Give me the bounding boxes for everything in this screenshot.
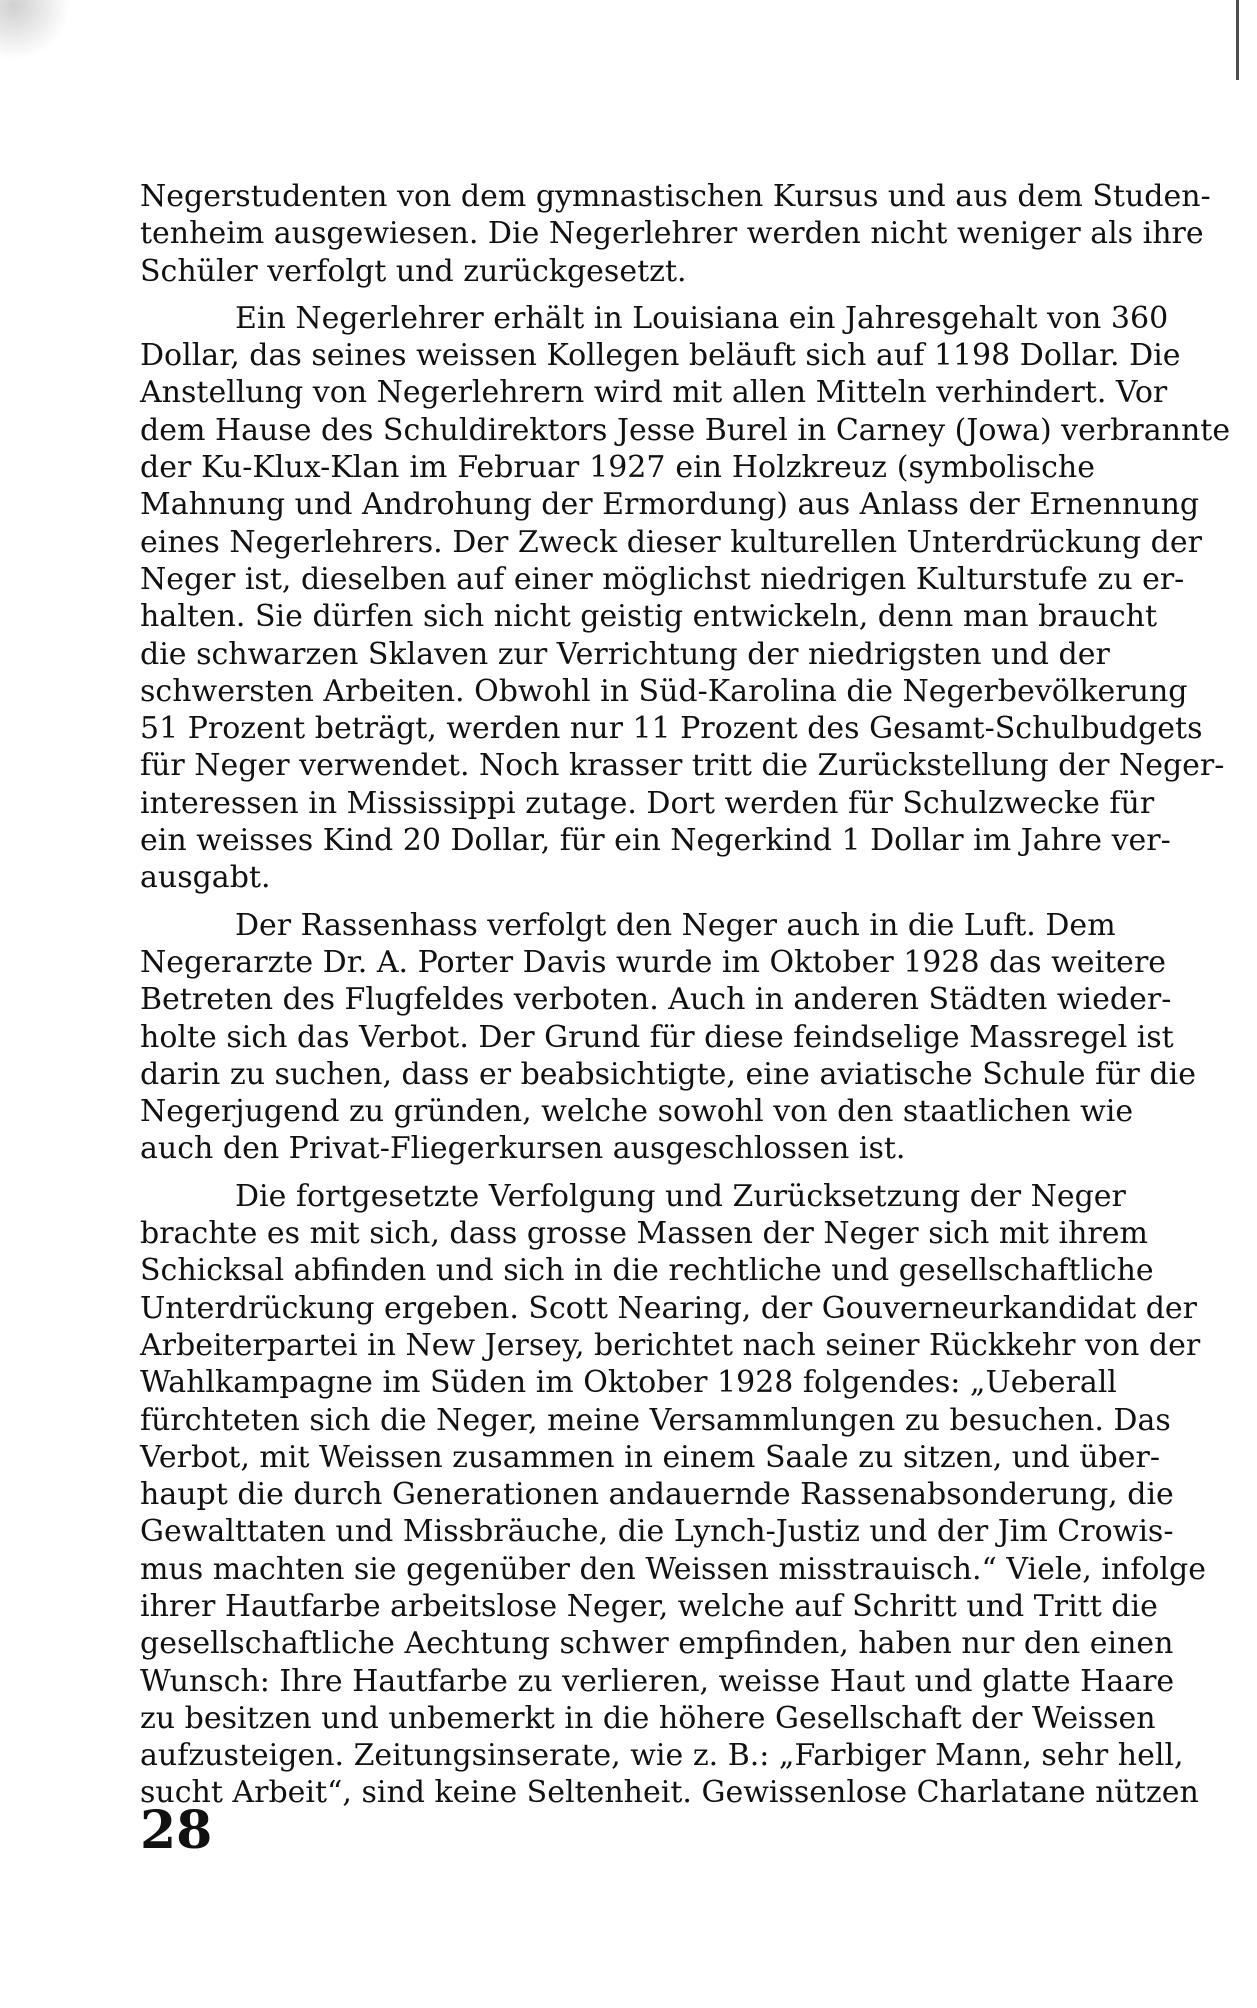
text-line: die schwarzen Sklaven zur Verrichtung der niedrigsten und der	[140, 636, 1110, 672]
text-line: interessen in Mississippi zutage. Dort werden für Schulzwecke für	[140, 785, 1155, 821]
paragraph	[140, 300, 1231, 897]
text-line: sucht Arbeit“, sind keine Seltenheit. Gewissenlose Charlatane nützen	[140, 1775, 1199, 1811]
text-line: ihrer Hautfarbe arbeitslose Neger, welche auf Schritt und Tritt die	[140, 1588, 1158, 1624]
text-line: Negerstudenten von dem gymnastischen Kursus und aus dem Studen-	[140, 179, 1211, 214]
text-line: brachte es mit sich, dass grosse Massen der Neger sich mit ihrem	[140, 1216, 1148, 1252]
text-line: Wunsch: Ihre Hautfarbe zu verlieren, weisse Haut und glatte Haare	[140, 1663, 1175, 1699]
text-line: eines Negerlehrers. Der Zweck dieser kulturellen Unterdrückung der	[140, 524, 1202, 560]
body-text	[140, 178, 1231, 1822]
text-line: Wahlkampagne im Süden im Oktober 1928 folgendes: „Ueberall	[140, 1365, 1117, 1401]
text-line: der Ku-Klux-Klan im Februar 1927 ein Holzkreuz (symbolische	[140, 450, 1095, 486]
text-line: darin zu suchen, dass er beabsichtigte, eine aviatische Schule für die	[140, 1056, 1196, 1092]
text-line: auch den Privat-Fliegerkursen ausgeschlossen ist.	[140, 1131, 906, 1167]
text-line: Mahnung und Androhung der Ermordung) aus Anlass der Ernennung	[140, 487, 1200, 523]
text-line: Gewalttaten und Missbräuche, die Lynch-Justiz und der Jim Crowis-	[140, 1514, 1174, 1550]
text-line: aufzusteigen. Zeitungsinserate, wie z. B.: „Farbiger Mann, sehr hell,	[140, 1738, 1184, 1774]
text-line: zu besitzen und unbemerkt in die höhere Gesellschaft der Weissen	[140, 1700, 1156, 1736]
text-line: Anstellung von Negerlehrern wird mit allen Mitteln verhindert. Vor	[140, 375, 1168, 411]
text-line: für Neger verwendet. Noch krasser tritt die Zurückstellung der Neger-	[140, 748, 1225, 784]
page-number: 28	[140, 1800, 213, 1861]
text-line: halten. Sie dürfen sich nicht geistig entwickeln, denn man braucht	[140, 599, 1158, 635]
text-line: fürchteten sich die Neger, meine Versammlungen zu besuchen. Das	[140, 1402, 1171, 1438]
text-line: ausgabt.	[140, 860, 271, 896]
text-line: mus machten sie gegenüber den Weissen misstrauisch.“ Viele, infolge	[140, 1551, 1206, 1587]
text-line: dem Hause des Schuldirektors Jesse Burel in Carney (Jowa) verbrannte	[140, 412, 1231, 448]
text-line: ein weisses Kind 20 Dollar, für ein Negerkind 1 Dollar im Jahre ver-	[140, 823, 1171, 859]
paragraph	[140, 1178, 1206, 1812]
paragraph	[140, 178, 1211, 290]
text-line: tenheim ausgewiesen. Die Negerlehrer werden nicht weniger als ihre	[140, 216, 1204, 252]
text-line: gesellschaftliche Aechtung schwer empfinden, haben nur den einen	[140, 1626, 1174, 1662]
text-line: Der Rassenhass verfolgt den Neger auch in die Luft. Dem	[235, 907, 1116, 943]
text-line: Schüler verfolgt und zurückgesetzt.	[140, 253, 687, 289]
text-line: holte sich das Verbot. Der Grund für diese feindselige Massregel ist	[140, 1019, 1174, 1055]
text-line: Dollar, das seines weissen Kollegen beläuft sich auf 1198 Dollar. Die	[140, 338, 1181, 374]
text-line: Arbeiterpartei in New Jersey, berichtet nach seiner Rückkehr von der	[140, 1327, 1201, 1363]
text-line: Negerarzte Dr. A. Porter Davis wurde im Oktober 1928 das weitere	[140, 944, 1167, 980]
text-line: Verbot, mit Weissen zusammen in einem Saale zu sitzen, und über-	[140, 1439, 1160, 1475]
scan-smudge	[0, 0, 70, 60]
text-line: Betreten des Flugfeldes verboten. Auch in anderen Städten wieder-	[140, 982, 1172, 1018]
scan-edge-mark	[1236, 0, 1257, 80]
text-line: schwersten Arbeiten. Obwohl in Süd-Karolina die Negerbevölkerung	[140, 673, 1188, 709]
text-line: 51 Prozent beträgt, werden nur 11 Prozent des Gesamt-Schulbudgets	[140, 711, 1203, 747]
text-line: Neger ist, dieselben auf einer möglichst niedrigen Kulturstufe zu er-	[140, 561, 1185, 597]
text-line: haupt die durch Generationen andauernde Rassenabsonderung, die	[140, 1477, 1174, 1513]
paragraph	[140, 907, 1196, 1168]
text-line: Schicksal abfinden und sich in die rechtliche und gesellschaftliche	[140, 1253, 1154, 1289]
text-line: Negerjugend zu gründen, welche sowohl von den staatlichen wie	[140, 1094, 1134, 1130]
text-line: Ein Negerlehrer erhält in Louisiana ein Jahresgehalt von 360	[235, 300, 1169, 336]
text-line: Unterdrückung ergeben. Scott Nearing, der Gouverneurkandidat der	[140, 1290, 1198, 1326]
text-line: Die fortgesetzte Verfolgung und Zurücksetzung der Neger	[235, 1178, 1126, 1214]
